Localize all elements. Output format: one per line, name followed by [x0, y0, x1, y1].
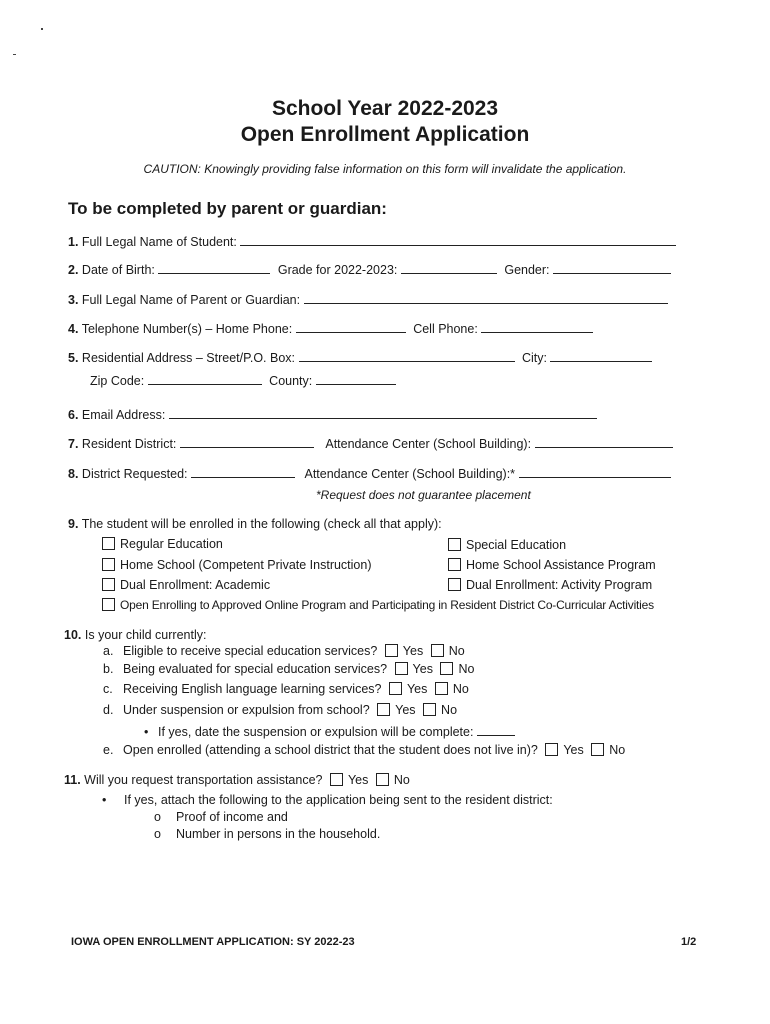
checkbox-home-school-assistance[interactable] [448, 558, 461, 571]
attach-label: If yes, attach the following to the application being sent to the resident district: [124, 793, 553, 807]
attach-item-label: Proof of income and [176, 810, 288, 824]
no-label: No [393, 773, 410, 787]
question-7 [68, 435, 673, 451]
email-field[interactable] [169, 406, 597, 419]
checkbox-10e-yes[interactable] [545, 743, 558, 756]
checkbox-10a-yes[interactable] [385, 644, 398, 657]
requested-district-field[interactable] [191, 465, 295, 478]
option-dual-enrollment-academic[interactable] [102, 578, 270, 592]
option-label: Special Education [466, 538, 567, 552]
option-label: Home School Assistance Program [466, 558, 656, 572]
option-dual-enrollment-activity[interactable] [448, 578, 652, 592]
bullet-icon: • [102, 793, 107, 807]
address-label: Residential Address – Street/P.O. Box: [81, 351, 296, 365]
checkbox-11-no[interactable] [376, 773, 389, 786]
question-number: 2. [68, 263, 79, 277]
question-number: 8. [68, 467, 79, 481]
question-number: 1. [68, 235, 79, 249]
requested-district-label: District Requested: [81, 467, 188, 481]
enrollment-label: The student will be enrolled in the following (check all that apply): [81, 517, 442, 531]
suspension-date-label: If yes, date the suspension or expulsion will be complete: [158, 725, 474, 739]
page-number: 1/2 [681, 936, 697, 948]
option-label: Home School (Competent Private Instruction) [120, 558, 372, 572]
yes-label: Yes [347, 773, 369, 787]
form-subtitle: Open Enrollment Application [240, 123, 530, 146]
email-label: Email Address: [81, 408, 166, 422]
suspension-date-field[interactable] [477, 723, 515, 736]
parent-name-field[interactable] [304, 291, 668, 304]
question-11-sub [102, 793, 553, 807]
no-label: No [458, 662, 475, 676]
caution-notice: CAUTION: Knowingly providing false information on this form will invalidate the application. [143, 162, 627, 176]
dob-field[interactable] [158, 261, 270, 274]
circle-bullet-icon: o [154, 810, 161, 824]
city-field[interactable] [550, 349, 652, 362]
question-1 [68, 233, 676, 249]
checkbox-10a-no[interactable] [431, 644, 444, 657]
option-label: Open Enrolling to Approved Online Program and Participating in Resident District Co-Curricular Activities [120, 598, 654, 612]
question-5 [68, 349, 652, 365]
question-number: 5. [68, 351, 79, 365]
yes-label: Yes [406, 682, 428, 696]
parent-name-label: Full Legal Name of Parent or Guardian: [81, 293, 301, 307]
section-heading: To be completed by parent or guardian: [68, 199, 387, 218]
option-label: Dual Enrollment: Activity Program [466, 578, 653, 592]
dob-label: Date of Birth: [81, 263, 155, 277]
question-number: 4. [68, 322, 79, 336]
checkbox-online-program[interactable] [102, 598, 115, 611]
question-number: 9. [68, 517, 79, 531]
currently-label: Is your child currently: [84, 628, 207, 642]
item-letter: a. [103, 644, 114, 658]
footer-title: IOWA OPEN ENROLLMENT APPLICATION: SY 2022-23 [71, 936, 355, 948]
item-label: Under suspension or expulsion from school? [123, 703, 370, 717]
circle-bullet-icon: o [154, 827, 161, 841]
city-label: City: [521, 351, 547, 365]
question-5-line-2 [90, 372, 396, 388]
scan-speck [41, 28, 43, 30]
question-2 [68, 261, 671, 277]
no-label: No [452, 682, 469, 696]
home-phone-field[interactable] [296, 320, 406, 333]
checkbox-10d-yes[interactable] [377, 703, 390, 716]
scan-speck [13, 54, 16, 55]
gender-field[interactable] [553, 261, 671, 274]
question-11 [64, 773, 410, 787]
resident-district-field[interactable] [180, 435, 314, 448]
checkbox-10b-no[interactable] [440, 662, 453, 675]
question-10e [103, 743, 625, 757]
option-online-program[interactable] [102, 598, 654, 612]
option-special-education[interactable] [448, 538, 566, 552]
no-label: No [609, 743, 626, 757]
question-10 [64, 628, 206, 642]
question-number: 6. [68, 408, 79, 422]
student-name-label: Full Legal Name of Student: [81, 235, 237, 249]
checkbox-10c-yes[interactable] [389, 682, 402, 695]
question-10c [103, 682, 469, 696]
yes-label: Yes [402, 644, 424, 658]
requested-center-label: Attendance Center (School Building):* [304, 467, 516, 481]
requested-center-field[interactable] [519, 465, 671, 478]
checkbox-regular-education[interactable] [102, 537, 115, 550]
yes-label: Yes [412, 662, 433, 676]
question-3 [68, 291, 668, 307]
no-label: No [441, 703, 458, 717]
checkbox-dual-enrollment-activity[interactable] [448, 578, 461, 591]
checkbox-11-yes[interactable] [330, 773, 343, 786]
item-letter: c. [103, 682, 113, 696]
option-home-school[interactable] [102, 558, 372, 572]
attach-item-1 [154, 810, 288, 824]
form-title: School Year 2022-2023 [271, 97, 499, 120]
question-6 [68, 406, 597, 422]
grade-label: Grade for 2022-2023: [277, 263, 398, 277]
question-4 [68, 320, 593, 336]
item-letter: b. [103, 662, 114, 676]
transportation-label: Will you request transportation assistance? [84, 773, 323, 787]
option-home-school-assistance[interactable] [448, 558, 656, 572]
question-number: 10. [64, 628, 82, 642]
resident-center-field[interactable] [535, 435, 673, 448]
item-label: Being evaluated for special education services? [123, 662, 388, 676]
address-field[interactable] [299, 349, 515, 362]
home-phone-label: Telephone Number(s) – Home Phone: [81, 322, 293, 336]
question-8 [68, 465, 671, 481]
question-10b [103, 662, 474, 676]
option-label: Dual Enrollment: Academic [120, 578, 271, 592]
checkbox-10d-no[interactable] [423, 703, 436, 716]
checkbox-10b-yes[interactable] [395, 662, 408, 675]
bullet-icon: • [144, 725, 149, 739]
resident-district-label: Resident District: [81, 437, 177, 451]
item-label: Open enrolled (attending a school district that the student does not live in)? [123, 743, 538, 757]
question-10d-sub [144, 723, 515, 739]
option-label: Regular Education [120, 537, 223, 551]
option-regular-education[interactable] [102, 537, 223, 551]
question-number: 7. [68, 437, 79, 451]
attach-item-label: Number in persons in the household. [176, 827, 381, 841]
no-label: No [448, 644, 465, 658]
item-letter: e. [103, 743, 114, 757]
checkbox-10c-no[interactable] [435, 682, 448, 695]
question-9 [68, 517, 442, 531]
item-label: Receiving English language learning services? [123, 682, 382, 696]
question-number: 3. [68, 293, 79, 307]
checkbox-special-education[interactable] [448, 538, 461, 551]
yes-label: Yes [395, 703, 416, 717]
question-10d [103, 703, 457, 717]
county-field[interactable] [316, 372, 396, 385]
item-letter: d. [103, 703, 114, 717]
grade-field[interactable] [401, 261, 497, 274]
checkbox-10e-no[interactable] [591, 743, 604, 756]
zip-field[interactable] [148, 372, 262, 385]
cell-phone-label: Cell Phone: [413, 322, 478, 336]
resident-center-label: Attendance Center (School Building): [325, 437, 532, 451]
gender-label: Gender: [504, 263, 550, 277]
cell-phone-field[interactable] [481, 320, 593, 333]
yes-label: Yes [563, 743, 584, 757]
checkbox-home-school[interactable] [102, 558, 115, 571]
student-name-field[interactable] [240, 233, 676, 246]
county-label: County: [269, 374, 313, 388]
question-number: 11. [64, 773, 81, 787]
checkbox-dual-enrollment-academic[interactable] [102, 578, 115, 591]
attach-item-2 [154, 827, 380, 841]
placement-note: *Request does not guarantee placement [316, 488, 531, 502]
item-label: Eligible to receive special education services? [123, 644, 378, 658]
zip-label: Zip Code: [90, 374, 145, 388]
question-10a [103, 644, 465, 658]
